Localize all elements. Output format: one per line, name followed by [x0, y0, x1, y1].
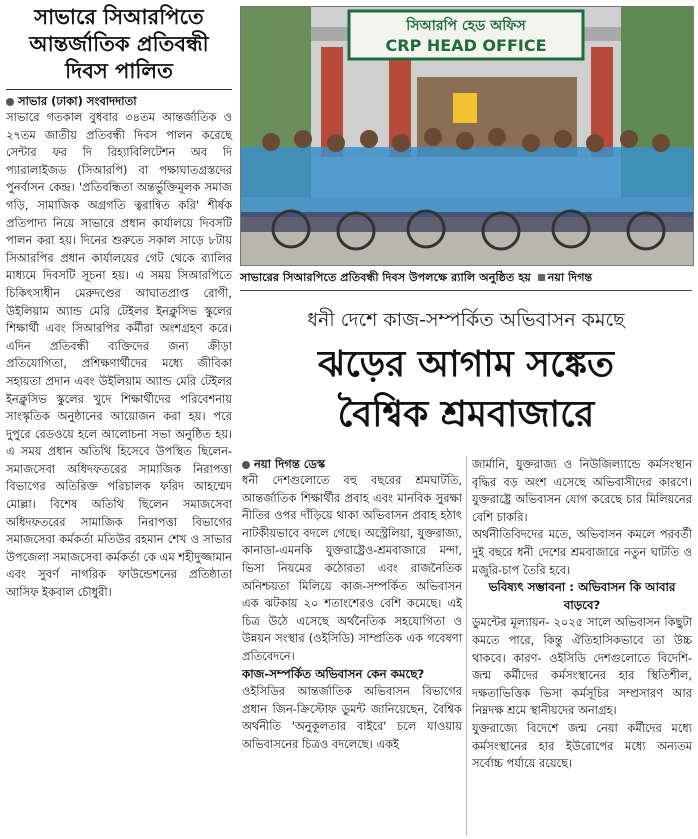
sign-english-text: CRP HEAD OFFICE — [385, 36, 547, 55]
bullet-icon — [6, 98, 14, 106]
main-subhead-1: কাজ-সম্পর্কিত অভিবাসন কেন কমছে? — [242, 666, 425, 681]
column-divider — [466, 456, 467, 836]
left-byline-text: সাভার (ঢাকা) সংবাদদাতা — [18, 94, 137, 108]
main-headline — [240, 340, 692, 440]
main-paragraph-3: জার্মানি, যুক্তরাজ্য ও নিউজিল্যান্ডে কর্মসংস্থান বৃদ্ধির বড় অংশ এসেছে অভিবাসীদের কারণে। যুক্তরাষ্ট্রে অভিবাসন যোগ করেছে চার মিলিয়নের বেশি চাকরি। — [472, 457, 692, 524]
main-column-2 — [472, 456, 692, 773]
main-paragraph-4: অর্থনীতিবিদদের মতে, অভিবাসন কমলে পরবর্তী দুই বছরে ধনী দেশের শ্রমবাজারে নতুন ঘাটতি ও মজুরি-চাপ তৈরি হবে। — [472, 527, 692, 577]
left-article — [6, 4, 232, 602]
sign-bengali-text: সিআরপি হেড অফিস — [406, 18, 526, 34]
main-headline-line1: ঝড়ের আগাম সঙ্কেত — [317, 344, 615, 385]
bullet-icon — [242, 461, 250, 469]
main-paragraph-1: ধনী দেশগুলোতে বহু বছরের শ্রমঘাটতি, আন্তর্জাতিক শিক্ষার্থীর প্রবাহ এবং মানবিক সুরক্ষা নীতির ওপর দাঁড়িয়ে থাকা অভিবাসন প্রবাহ হঠাৎ নাটকীয়ভাবে বদলে গেছে। অস্ট্রেলিয়া, যুক্তরাজ্য, কানাডা-এমনকি যুক্তরাষ্ট্রেও-শ্রমবাজারে মন্দা, ভিসা নিয়মের কঠোরতা এবং রাজনৈতিক অনিশ্চয়তা মিলিয়ে কাজ-সম্পর্কিত অভিবাসন এক ঝটকায় ২০ শতাংশেরও বেশি কমেছে। এই চিত্র উঠে এসেছে অর্থনৈতিক সহযোগিতা ও উন্নয়ন সংস্থার (ওইসিডি) সাম্প্রতিক এক গবেষণা প্রতিবেদনে। — [242, 473, 462, 663]
left-headline-divider — [6, 89, 232, 90]
main-paragraph-2: ওইসিডির আন্তর্জাতিক অভিবাসন বিভাগের প্রধান জিন-ক্রিস্টোফ ডুমন্ট জানিয়েছেন, বৈশ্বিক অর্থনীতি 'অনুকূলতার বাইরে' চলে যাওয়ায় অভিবাসনের চিত্রও বদলেছে। একই — [242, 684, 462, 751]
left-body: সাভারে গতকাল বুধবার ৩৪তম আন্তর্জাতিক ও ২৭তম জাতীয় প্রতিবন্ধী দিবস পালন করেছে সেন্টার ফর দি রিহ্যাবিলিটেশন অব দি প্যারালাইজড (সিআরপি) বা পক্ষাঘাতগ্রস্তদের পুনর্বাসন কেন্দ্র। 'প্রতিবন্ধিতা অন্তর্ভুক্তিমূলক সমাজ গড়ি, সামাজিক অগ্রগতি ত্বরান্বিত করি' শীর্ষক প্রতিপাদ্য নিয়ে সাভারে প্রধান কার্যালয়ে দিবসটি পালন করা হয়। দিনের শুরুতে সকাল সাড়ে ৮টায় সিআরপির প্রধান কার্যালয়ের গেট থেকে র‍্যালির মাধ্যমে দিবসটি সূচনা হয়। এ সময় সিআরপিতে চিকিৎসাধীন মেরুদণ্ডের আঘাতপ্রাপ্ত রোগী, উইলিয়াম অ্যান্ড মেরি টেইলর ইনক্লুসিভ স্কুলের শিক্ষার্থী এবং সিআরপির কর্মীরা অংশগ্রহণ করে। এদিন প্রতিবন্ধী ব্যক্তিদের জন্য ক্রীড়া প্রতিযোগিতা, প্রশিক্ষণার্থীদের মধ্যে জীবিকা সহায়তা প্রদান এবং উইলিয়াম অ্যান্ড মেরি টেইলর ইনক্লুসিভ স্কুলের খুদে শিক্ষার্থীদের পরিবেশনায় সাংস্কৃতিক অনুষ্ঠানের আয়োজন করা হয়। পরে দুপুরে রেডওয়ে হলে আলোচনা সভা অনুষ্ঠিত হয়। এ সময় প্রধান অতিথি হিসেবে উপস্থিত ছিলেন- সমাজসেবা অধিদফতরের সামাজিক নিরাপত্তা বিভাগের অতিরিক্ত পরিচালক ফরিদ আহম্মেদ মোল্লা। বিশেষ অতিথি ছিলেন সমাজসেবা অধিদফতরের সামাজিক নিরাপত্তা বিভাগের সমাজসেবা কর্মকর্তা মতিউর রহমান শেখ ও সাভার উপজেলা সমাজসেবা কর্মকর্তা কে এম শহীদুজ্জামান এবং সুবর্ণ নাগরিক ফাউন্ডেশনের প্রতিষ্ঠাতা আসিফ ইকবাল চৌধুরী। — [6, 110, 232, 600]
credit-marker-icon — [538, 274, 545, 281]
main-headline-line2: বৈশ্বিক শ্রমবাজারে — [337, 394, 595, 435]
photo-caption — [240, 270, 692, 291]
photo-credit: নয়া দিগন্ত — [547, 271, 593, 284]
main-paragraph-6: যুক্তরাজ্যে বিদেশে জন্ম নেয়া কর্মীদের মধ্যে কর্মসংস্থানের হার ইউরোপের মধ্যে অন্যতম সর্বোচ্চ পর্যায়ে রয়েছে। — [472, 720, 692, 771]
main-kicker: ধনী দেশে কাজ-সম্পর্কিত অভিবাসন কমছে — [307, 309, 625, 331]
photo-illustration — [241, 7, 693, 265]
left-byline — [6, 93, 232, 109]
main-subhead-2: ভবিষ্যৎ সম্ভাবনা : অভিবাসন কি আবার বাড়বে? — [488, 580, 676, 612]
left-headline: সাভারে সিআরপিতে আন্তর্জাতিক প্রতিবন্ধী দিবস পালিত — [29, 5, 209, 83]
news-photo — [240, 6, 694, 266]
main-byline-text: নয়া দিগন্ত ডেস্ক — [254, 457, 326, 471]
rally-participants — [241, 128, 693, 232]
yellow-banner — [453, 93, 477, 123]
main-paragraph-5: ডুমন্টের মূল্যায়ন- ২০২৫ সালে অভিবাসন কিছুটা কমতে পারে, কিন্তু ঐতিহাসিকভাবে তা উচ্চ থাকবে। কারণ- ওইসিডি দেশগুলোতে বিদেশি-জন্ম কর্মীদের কর্মসংস্থানের হার স্থিতিশীল, দক্ষতাভিত্তিক ভিসা কর্মসূচির সম্প্রসারণ আর নিম্নদক্ষ শ্রমে স্থানীয়দের অনাগ্রহ। — [472, 615, 692, 718]
main-byline — [242, 456, 462, 472]
photo-caption-text: সাভারের সিআরপিতে প্রতিবন্ধী দিবস উপলক্ষে র‍্যালি অনুষ্ঠিত হয় — [240, 271, 531, 284]
main-column-1 — [242, 456, 462, 754]
